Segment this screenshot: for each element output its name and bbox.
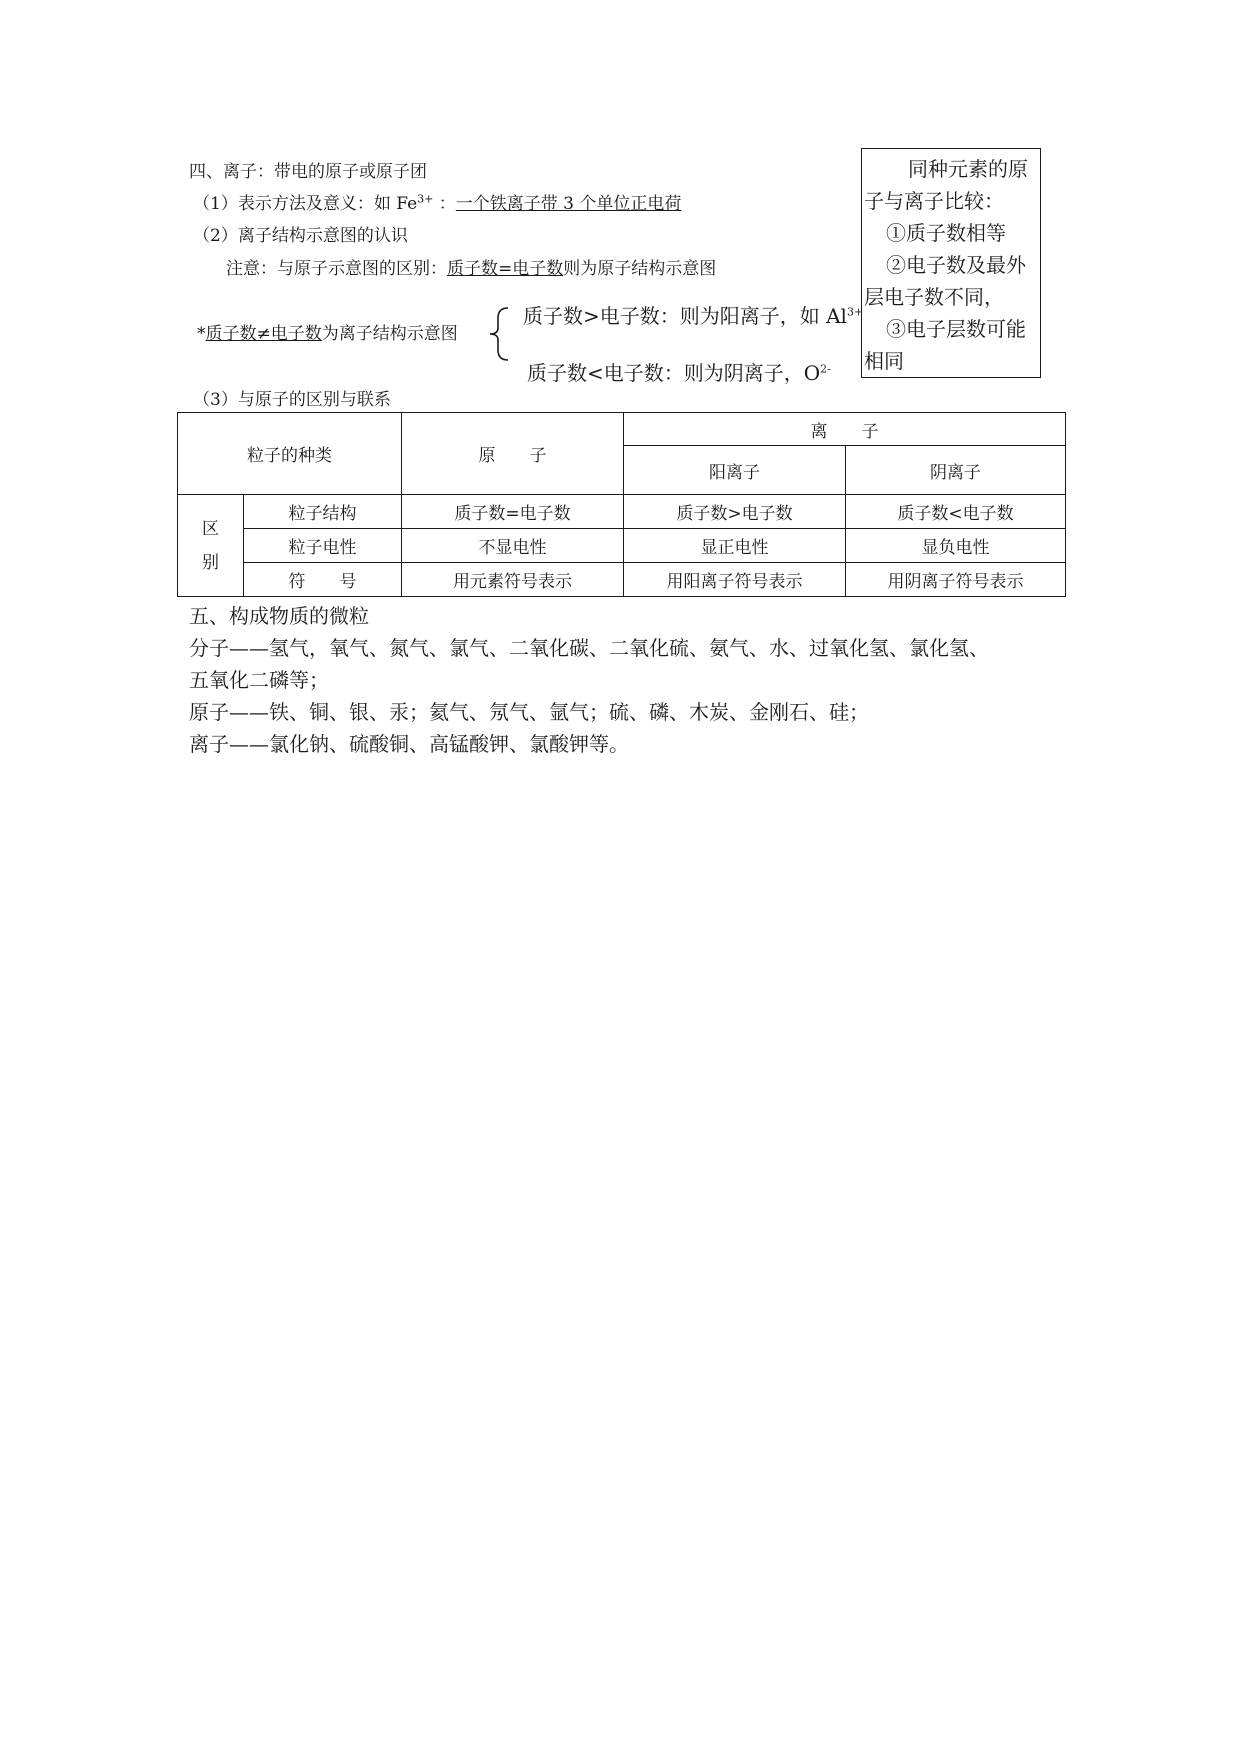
- star-line: [197, 323, 458, 345]
- item1-sep: ：: [433, 194, 456, 214]
- molecule-line-1: 分子——氢气，氧气、氮气、氯气、二氧化碳、二氧化硫、氨气、水、过氧化氢、氯化氢、: [189, 636, 989, 660]
- note-prefix: 注意：与原子示意图的区别：: [226, 259, 447, 279]
- note-underlined: 质子数=电子数: [447, 259, 564, 279]
- cell-anion: 用阴离子符号表示: [846, 563, 1066, 597]
- ion-examples-line: 离子——氯化钠、硫酸铜、高锰酸钾、氯酸钾等。: [189, 732, 629, 756]
- o-charge: 2-: [820, 362, 831, 376]
- cell-anion: 质子数<电子数: [846, 495, 1066, 529]
- star-suffix: 为离子结构示意图: [321, 324, 458, 344]
- table-row: [178, 529, 1066, 563]
- sidebox-line: ①质子数相等: [886, 221, 1006, 245]
- molecule-line-2: 五氧化二磷等；: [189, 668, 329, 692]
- sidebox-line: 相同: [864, 349, 904, 373]
- cell-atom: 质子数=电子数: [402, 495, 624, 529]
- comparison-note-box: [861, 148, 1041, 378]
- sidebox-line: ②电子数及最外: [886, 253, 1026, 277]
- row-label: 粒子电性: [244, 529, 402, 563]
- row-group-char: 区: [202, 518, 219, 539]
- section5-title: 五、构成物质的微粒: [189, 604, 369, 628]
- cell-cation: 质子数>电子数: [624, 495, 846, 529]
- cell-atom: 用元素符号表示: [402, 563, 624, 597]
- cation-rule-text: 质子数>电子数：则为阳离子，如 Al: [523, 304, 847, 328]
- cell-cation: 用阳离子符号表示: [624, 563, 846, 597]
- table-row: [178, 495, 1066, 529]
- cell-atom: 不显电性: [402, 529, 624, 563]
- header-particle-kind: 粒子的种类: [178, 413, 402, 495]
- note-line: [226, 258, 716, 280]
- fe-charge: 3+: [417, 192, 434, 206]
- note-suffix: 则为原子结构示意图: [563, 259, 717, 279]
- sidebox-line: 层电子数不同，: [864, 285, 1004, 309]
- sidebox-line: ③电子层数可能: [886, 317, 1026, 341]
- cation-rule: [523, 303, 863, 329]
- section4-title: 四、离子：带电的原子或原子团: [189, 162, 427, 182]
- header-anion: 阴离子: [846, 446, 1066, 495]
- item1-meaning: 一个铁离子带 3 个单位正电荷: [455, 194, 682, 214]
- item1-prefix: （1）表示方法及意义：如 Fe: [193, 194, 418, 214]
- anion-rule-text: 质子数<电子数：则为阴离子，O: [527, 361, 821, 385]
- header-atom: 原 子: [402, 413, 624, 495]
- atom-ion-comparison-table: [177, 412, 1066, 597]
- atom-examples-line: 原子——铁、铜、银、汞；氦气、氖气、氩气；硫、磷、木炭、金刚石、硅；: [189, 700, 869, 724]
- cell-anion: 显负电性: [846, 529, 1066, 563]
- cell-cation: 显正电性: [624, 529, 846, 563]
- row-group-char: 别: [202, 552, 219, 573]
- star-mark: *: [197, 324, 206, 344]
- sidebox-line: 子与离子比较：: [864, 189, 1004, 213]
- header-cation: 阳离子: [624, 446, 846, 495]
- sidebox-line: 同种元素的原: [908, 157, 1028, 181]
- row-group-difference: [178, 495, 244, 597]
- table-header-row: [178, 413, 1066, 446]
- row-label: 粒子结构: [244, 495, 402, 529]
- al-charge: 3+: [846, 305, 864, 319]
- curly-brace: [486, 306, 512, 362]
- item1-line: [193, 193, 681, 215]
- row-label: 符 号: [244, 563, 402, 597]
- item3-heading: （3）与原子的区别与联系: [193, 390, 391, 410]
- anion-rule: [527, 360, 831, 386]
- star-underlined: 质子数≠电子数: [205, 324, 322, 344]
- item2-heading: （2）离子结构示意图的认识: [193, 226, 408, 246]
- table-row: [178, 563, 1066, 597]
- header-ion: 离 子: [624, 413, 1066, 446]
